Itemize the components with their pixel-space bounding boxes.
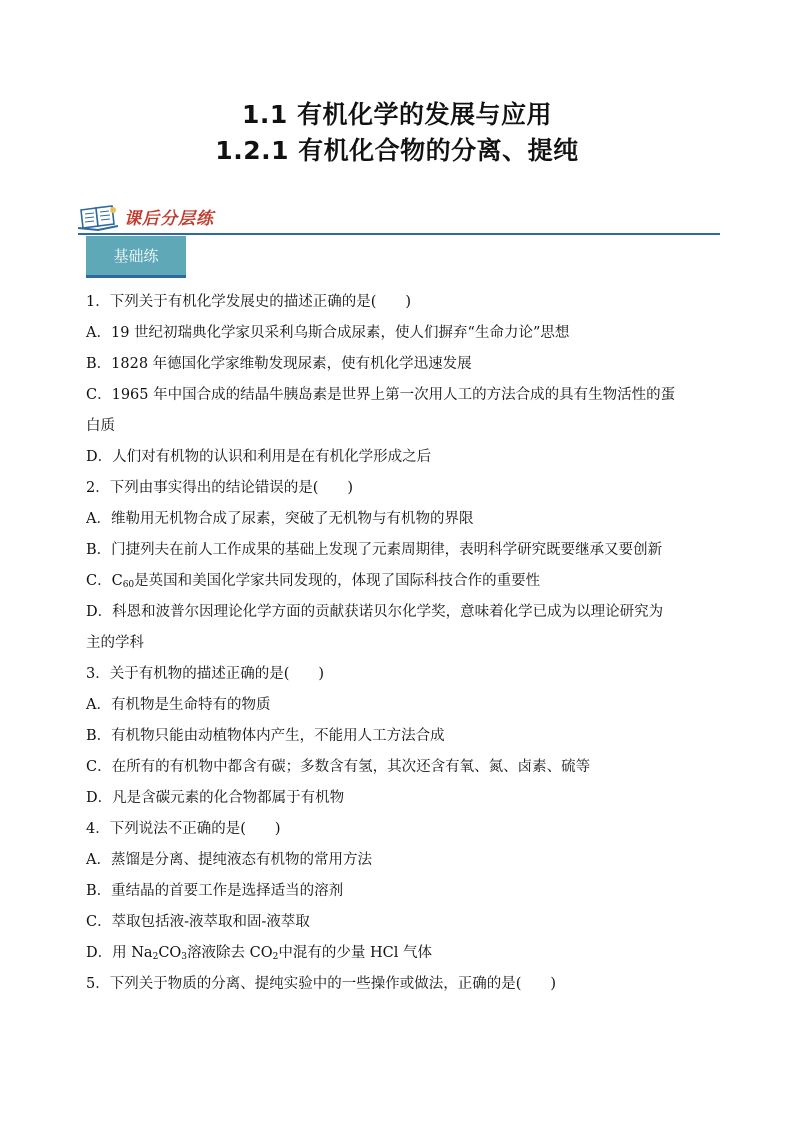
option-a: A．维勒用无机物合成了尿素，突破了无机物与有机物的界限 [86, 511, 474, 527]
option-d-text: 中混有的少量 HCl 气体 [278, 945, 432, 961]
option-c-prefix: C．C [86, 573, 123, 589]
option-c: C．1965 年中国合成的结晶牛胰岛素是世界上第一次用人工的方法合成的具有生物活性的蛋 [86, 387, 676, 403]
option-c [86, 566, 726, 597]
option-c-continued: 白质 [86, 418, 115, 434]
question-stem: 2．下列由事实得出的结论错误的是( ) [86, 480, 354, 496]
section-label: 课后分层练 [124, 209, 214, 229]
question-list [86, 287, 726, 1000]
subscript: 3 [181, 952, 188, 962]
option-a: A．有机物是生命特有的物质 [86, 697, 271, 713]
option-b: B．门捷列夫在前人工作成果的基础上发现了元素周期律，表明科学研究既要继承又要创新 [86, 542, 663, 558]
option-b: B．有机物只能由动植物体内产生，不能用人工方法合成 [86, 728, 445, 744]
option-c: C．在所有的有机物中都含有碳；多数含有氢，其次还含有氧、氮、卤素、硫等 [86, 759, 591, 775]
option-c: C．萃取包括液-液萃取和固-液萃取 [86, 914, 310, 930]
option-c-text: 是英国和美国化学家共同发现的，体现了国际科技合作的重要性 [134, 573, 541, 589]
option-b: B．重结晶的首要工作是选择适当的溶剂 [86, 883, 344, 899]
option-d: D．人们对有机物的认识和利用是在有机化学形成之后 [86, 449, 432, 465]
question-stem: 5．下列关于物质的分离、提纯实验中的一些操作或做法，正确的是( ) [86, 976, 557, 992]
question-stem: 3．关于有机物的描述正确的是( ) [86, 666, 325, 682]
level-tag: 基础练 [86, 236, 186, 278]
option-d-prefix: D．用 Na [86, 945, 153, 961]
subscript: 60 [122, 580, 135, 590]
option-b: B．1828 年德国化学家维勒发现尿素，使有机化学迅速发展 [86, 356, 472, 372]
formula-part: CO [158, 945, 182, 961]
option-d-continued: 主的学科 [86, 635, 144, 651]
section-divider [78, 233, 720, 235]
option-d: D．科恩和波普尔因理论化学方面的贡献获诺贝尔化学奖，意味着化学已成为以理论研究为 [86, 604, 664, 620]
option-a: A．蒸馏是分离、提纯液态有机物的常用方法 [86, 852, 372, 868]
page-title: 1.1 有机化学的发展与应用 [242, 100, 552, 129]
question-stem: 4．下列说法不正确的是( ) [86, 821, 281, 837]
option-d: D．凡是含碳元素的化合物都属于有机物 [86, 790, 345, 806]
page-subtitle: 1.2.1 有机化合物的分离、提纯 [215, 136, 579, 165]
subscript: 2 [152, 952, 159, 962]
question-stem: 1．下列关于有机化学发展史的描述正确的是( ) [86, 294, 412, 310]
formula-part: 溶液除去 CO [187, 945, 273, 961]
section-header [78, 200, 720, 236]
option-a: A．19 世纪初瑞典化学家贝采利乌斯合成尿素，使人们摒弃“生命力论”思想 [86, 325, 570, 341]
option-d [86, 938, 726, 969]
book-icon [78, 204, 118, 232]
subscript: 2 [272, 952, 279, 962]
